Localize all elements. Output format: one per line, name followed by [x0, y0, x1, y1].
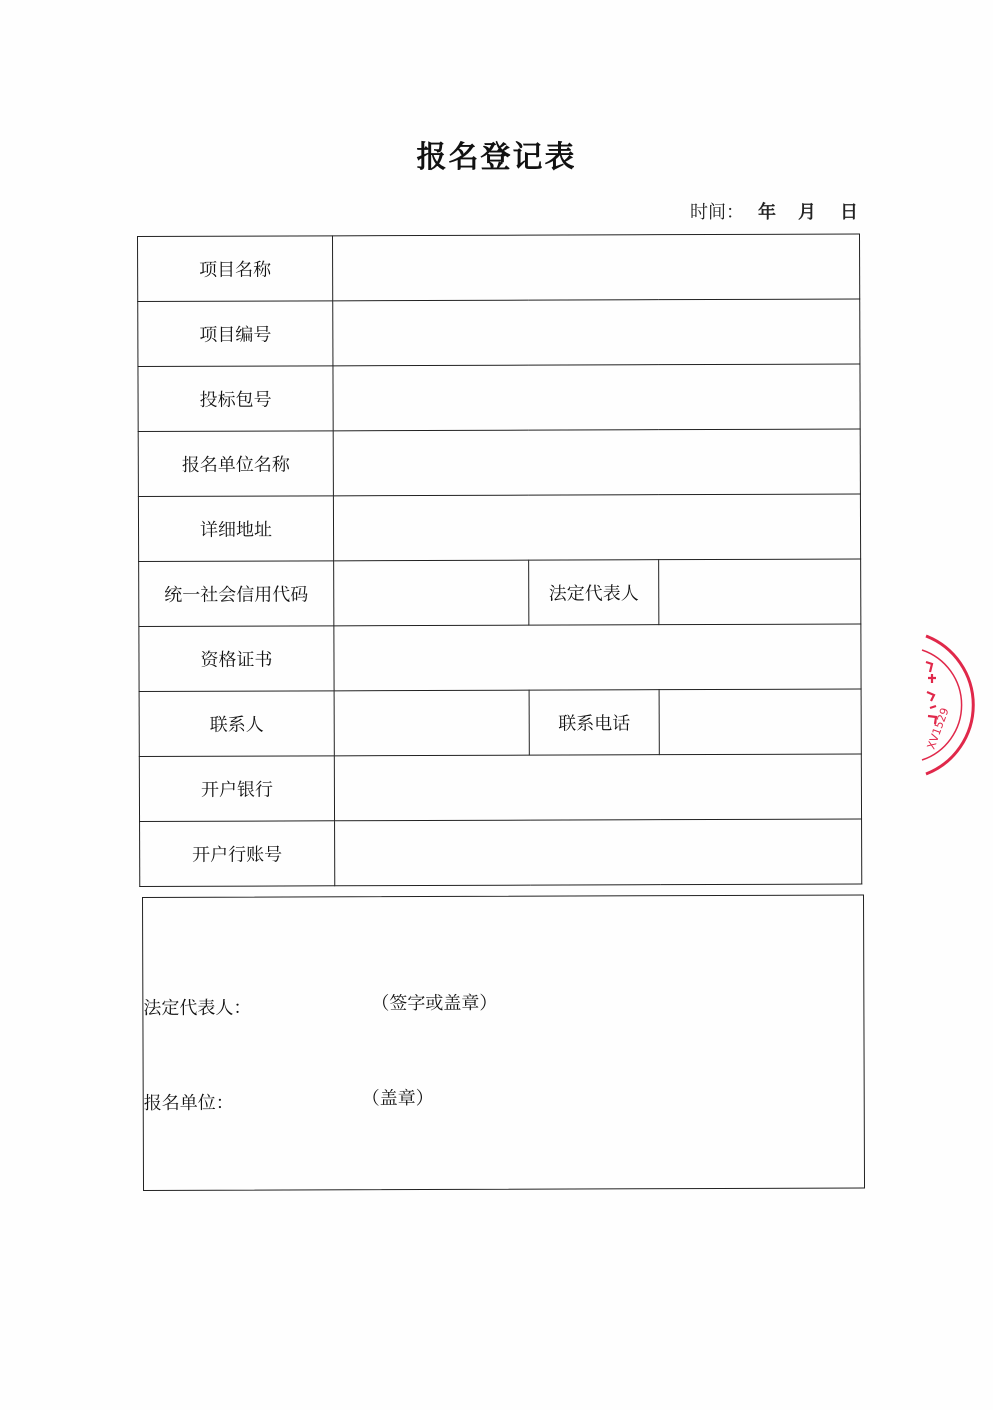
table-row [139, 559, 861, 627]
contact-field[interactable] [334, 690, 529, 756]
qualification-field[interactable] [334, 624, 861, 691]
table-row [138, 234, 860, 302]
table-row [139, 754, 861, 822]
project-name-label: 项目名称 [138, 236, 333, 302]
legal-rep-signature-label: 法定代表人： [143, 997, 252, 1019]
table-row [139, 624, 861, 692]
table-row [139, 689, 861, 757]
project-name-field[interactable] [333, 234, 860, 301]
applicant-seal-label: 报名单位： [143, 1092, 234, 1114]
table-row [138, 299, 860, 367]
day-label: 日 [840, 202, 858, 223]
contact-phone-field[interactable] [659, 689, 861, 755]
legal-rep-label: 法定代表人 [529, 560, 659, 625]
applicant-name-label: 报名单位名称 [138, 431, 333, 497]
table-row [138, 364, 860, 432]
year-label: 年 [758, 202, 776, 223]
registration-form-table [137, 233, 862, 887]
contact-label: 联系人 [139, 691, 334, 757]
table-row [138, 429, 860, 497]
applicant-seal-row [143, 1087, 434, 1115]
table-row [138, 494, 860, 562]
document-title: 报名登记表 [416, 140, 577, 175]
project-no-field[interactable] [333, 299, 860, 366]
address-label: 详细地址 [138, 496, 333, 562]
bid-package-field[interactable] [333, 364, 860, 431]
credit-code-field[interactable] [334, 560, 529, 626]
applicant-seal-note: （盖章） [361, 1087, 434, 1110]
legal-rep-signature-note: （签字或盖章） [371, 992, 498, 1015]
svg-text:XV1529: XV1529 [924, 706, 952, 752]
account-field[interactable] [335, 819, 862, 886]
account-label: 开户行账号 [140, 821, 335, 887]
date-label: 时间： [690, 202, 744, 223]
signature-box [142, 894, 865, 1191]
seal-stamp-icon [918, 632, 978, 776]
address-field[interactable] [333, 494, 860, 561]
date-line [690, 198, 858, 224]
bank-label: 开户银行 [139, 756, 334, 822]
month-label: 月 [798, 202, 816, 223]
applicant-name-field[interactable] [333, 429, 860, 496]
qualification-label: 资格证书 [139, 626, 334, 692]
contact-phone-label: 联系电话 [529, 690, 659, 755]
table-row [140, 819, 862, 887]
bid-package-label: 投标包号 [138, 366, 333, 432]
project-no-label: 项目编号 [138, 301, 333, 367]
bank-field[interactable] [334, 754, 861, 821]
credit-code-label: 统一社会信用代码 [139, 561, 334, 627]
legal-rep-signature-row [143, 992, 498, 1020]
legal-rep-field[interactable] [659, 559, 861, 625]
